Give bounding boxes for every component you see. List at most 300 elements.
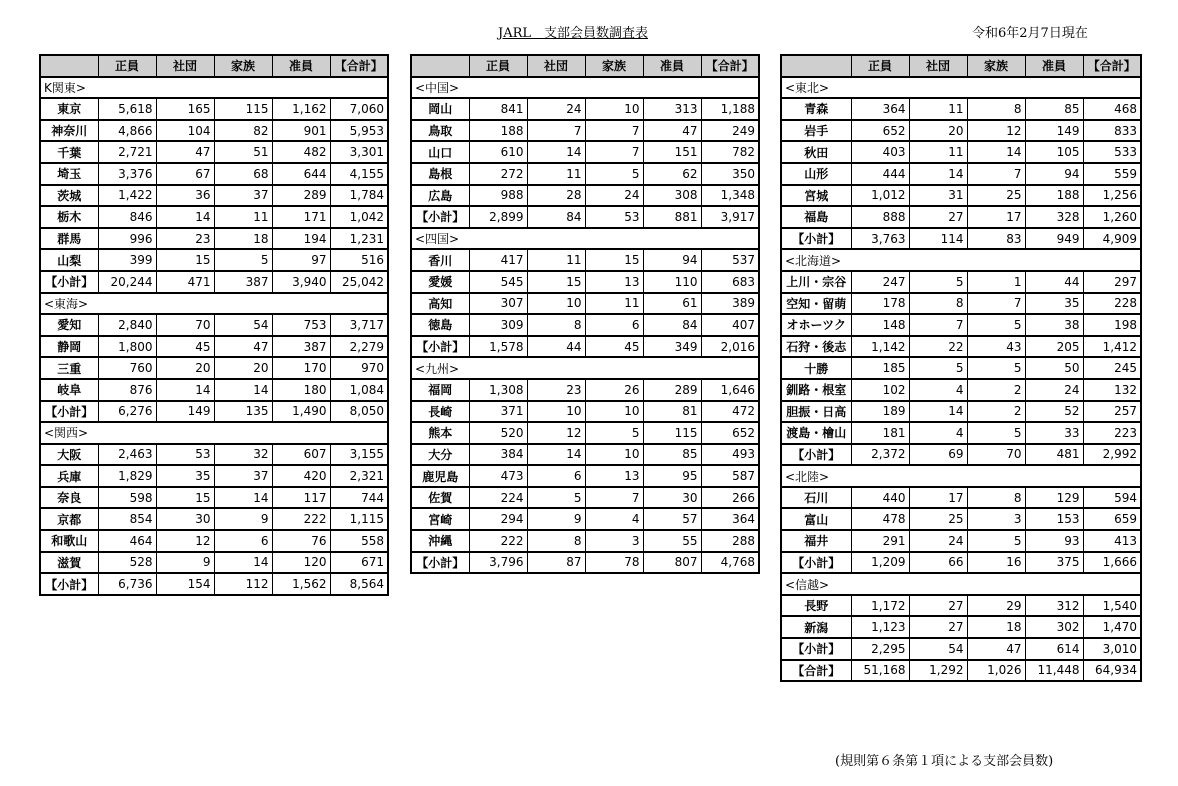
cell-value: 20 xyxy=(214,357,272,379)
cell-value: 27 xyxy=(909,206,967,228)
cell-value: 7 xyxy=(585,141,643,163)
cell-value: 105 xyxy=(1025,141,1083,163)
cell-value: 115 xyxy=(643,422,701,444)
cell-value: 10 xyxy=(527,293,585,315)
cell-value: 20 xyxy=(909,120,967,142)
branch-name: 胆振・日高 xyxy=(781,401,851,423)
cell-value: 22 xyxy=(909,336,967,358)
branch-name: 埼玉 xyxy=(40,163,98,185)
cell-value: 257 xyxy=(1083,401,1141,423)
cell-value: 413 xyxy=(1083,530,1141,552)
cell-value: 247 xyxy=(851,271,909,293)
cell-value: 1,800 xyxy=(98,336,156,358)
cell-value: 440 xyxy=(851,487,909,509)
cell-value: 833 xyxy=(1083,120,1141,142)
table-row xyxy=(411,508,759,530)
branch-name: 大分 xyxy=(411,444,469,466)
subtotal-row xyxy=(781,660,1141,682)
cell-value: 288 xyxy=(701,530,759,552)
cell-value: 371 xyxy=(469,401,527,423)
table-row xyxy=(411,401,759,423)
cell-value: 180 xyxy=(272,379,330,401)
cell-value: 4 xyxy=(585,508,643,530)
cell-value: 607 xyxy=(272,444,330,466)
subtotal-label: 【小計】 xyxy=(781,444,851,466)
cell-value: 14 xyxy=(214,552,272,574)
cell-value: 30 xyxy=(643,487,701,509)
cell-value: 3 xyxy=(967,508,1025,530)
cell-value: 94 xyxy=(643,249,701,271)
cell-value: 3,917 xyxy=(701,206,759,228)
branch-name: 茨城 xyxy=(40,185,98,207)
cell-value: 4,909 xyxy=(1083,228,1141,250)
cell-value: 558 xyxy=(330,530,388,552)
cell-value: 8 xyxy=(527,314,585,336)
column-header: 【合計】 xyxy=(701,55,759,77)
branch-name: 鹿児島 xyxy=(411,465,469,487)
table-row xyxy=(411,271,759,293)
cell-value: 846 xyxy=(98,206,156,228)
branch-name: 東京 xyxy=(40,98,98,120)
cell-value: 8 xyxy=(967,98,1025,120)
cell-value: 294 xyxy=(469,508,527,530)
cell-value: 473 xyxy=(469,465,527,487)
branch-name: 福井 xyxy=(781,530,851,552)
cell-value: 1,188 xyxy=(701,98,759,120)
cell-value: 2,463 xyxy=(98,444,156,466)
cell-value: 30 xyxy=(156,508,214,530)
cell-value: 7 xyxy=(967,293,1025,315)
cell-value: 67 xyxy=(156,163,214,185)
table-middle xyxy=(410,54,760,574)
cell-value: 18 xyxy=(214,228,272,250)
cell-value: 309 xyxy=(469,314,527,336)
branch-name: 山口 xyxy=(411,141,469,163)
cell-value: 545 xyxy=(469,271,527,293)
column-header: 准員 xyxy=(643,55,701,77)
table-row xyxy=(40,185,388,207)
cell-value: 14 xyxy=(909,401,967,423)
cell-value: 8,050 xyxy=(330,401,388,423)
cell-value: 44 xyxy=(1025,271,1083,293)
cell-value: 194 xyxy=(272,228,330,250)
cell-value: 5 xyxy=(527,487,585,509)
region-label: K関東> xyxy=(40,77,388,99)
cell-value: 1,012 xyxy=(851,185,909,207)
table-row xyxy=(411,249,759,271)
cell-value: 3,155 xyxy=(330,444,388,466)
table-row xyxy=(40,163,388,185)
cell-value: 18 xyxy=(967,616,1025,638)
table-row xyxy=(411,465,759,487)
cell-value: 84 xyxy=(643,314,701,336)
column-header: 正員 xyxy=(469,55,527,77)
cell-value: 97 xyxy=(272,249,330,271)
cell-value: 7 xyxy=(909,314,967,336)
cell-value: 178 xyxy=(851,293,909,315)
cell-value: 171 xyxy=(272,206,330,228)
cell-value: 614 xyxy=(1025,638,1083,660)
subtotal-label: 【合計】 xyxy=(781,660,851,682)
cell-value: 901 xyxy=(272,120,330,142)
cell-value: 66 xyxy=(909,552,967,574)
cell-value: 671 xyxy=(330,552,388,574)
branch-name: 高知 xyxy=(411,293,469,315)
cell-value: 14 xyxy=(156,206,214,228)
cell-value: 2,721 xyxy=(98,141,156,163)
cell-value: 8 xyxy=(527,530,585,552)
branch-name: 長崎 xyxy=(411,401,469,423)
cell-value: 17 xyxy=(967,206,1025,228)
cell-value: 2 xyxy=(967,401,1025,423)
cell-value: 47 xyxy=(156,141,214,163)
subtotal-row xyxy=(40,573,388,595)
cell-value: 93 xyxy=(1025,530,1083,552)
cell-value: 117 xyxy=(272,487,330,509)
cell-value: 10 xyxy=(527,401,585,423)
subtotal-label: 【小計】 xyxy=(411,336,469,358)
cell-value: 988 xyxy=(469,185,527,207)
table-row xyxy=(411,530,759,552)
cell-value: 2 xyxy=(967,379,1025,401)
subtotal-label: 【小計】 xyxy=(411,206,469,228)
region-label: <信越> xyxy=(781,573,1141,595)
branch-name: 沖縄 xyxy=(411,530,469,552)
subtotal-row xyxy=(781,552,1141,574)
cell-value: 289 xyxy=(272,185,330,207)
cell-value: 6,276 xyxy=(98,401,156,423)
cell-value: 598 xyxy=(98,487,156,509)
table-row xyxy=(411,185,759,207)
cell-value: 10 xyxy=(585,401,643,423)
cell-value: 1,470 xyxy=(1083,616,1141,638)
cell-value: 24 xyxy=(585,185,643,207)
cell-value: 312 xyxy=(1025,595,1083,617)
cell-value: 1,042 xyxy=(330,206,388,228)
cell-value: 652 xyxy=(851,120,909,142)
cell-value: 350 xyxy=(701,163,759,185)
cell-value: 16 xyxy=(967,552,1025,574)
cell-value: 7 xyxy=(585,120,643,142)
branch-name: 岡山 xyxy=(411,98,469,120)
table-row xyxy=(40,249,388,271)
cell-value: 31 xyxy=(909,185,967,207)
cell-value: 2,992 xyxy=(1083,444,1141,466)
table-row xyxy=(411,422,759,444)
table-row xyxy=(411,487,759,509)
branch-name: 福島 xyxy=(781,206,851,228)
cell-value: 9 xyxy=(156,552,214,574)
cell-value: 1,172 xyxy=(851,595,909,617)
column-header: 【合計】 xyxy=(1083,55,1141,77)
cell-value: 170 xyxy=(272,357,330,379)
cell-value: 753 xyxy=(272,314,330,336)
branch-name: オホーツク xyxy=(781,314,851,336)
cell-value: 464 xyxy=(98,530,156,552)
cell-value: 38 xyxy=(1025,314,1083,336)
region-label: <東海> xyxy=(40,293,388,315)
cell-value: 996 xyxy=(98,228,156,250)
column-header: 社団 xyxy=(909,55,967,77)
cell-value: 25,042 xyxy=(330,271,388,293)
cell-value: 51 xyxy=(214,141,272,163)
cell-value: 389 xyxy=(701,293,759,315)
subtotal-row xyxy=(411,336,759,358)
cell-value: 37 xyxy=(214,465,272,487)
subtotal-row xyxy=(40,401,388,423)
cell-value: 5 xyxy=(967,530,1025,552)
cell-value: 537 xyxy=(701,249,759,271)
cell-value: 5 xyxy=(909,271,967,293)
cell-value: 1,142 xyxy=(851,336,909,358)
table-row xyxy=(781,401,1141,423)
cell-value: 594 xyxy=(1083,487,1141,509)
region-row xyxy=(781,465,1141,487)
cell-value: 110 xyxy=(643,271,701,293)
cell-value: 15 xyxy=(156,249,214,271)
table-row xyxy=(40,357,388,379)
cell-value: 10 xyxy=(585,98,643,120)
table-row xyxy=(411,293,759,315)
cell-value: 54 xyxy=(909,638,967,660)
cell-value: 188 xyxy=(469,120,527,142)
table-row xyxy=(40,120,388,142)
cell-value: 9 xyxy=(214,508,272,530)
cell-value: 43 xyxy=(967,336,1025,358)
cell-value: 32 xyxy=(214,444,272,466)
branch-name: 青森 xyxy=(781,98,851,120)
cell-value: 23 xyxy=(527,379,585,401)
cell-value: 222 xyxy=(272,508,330,530)
table-row xyxy=(781,206,1141,228)
cell-value: 782 xyxy=(701,141,759,163)
table-row xyxy=(40,508,388,530)
cell-value: 2,899 xyxy=(469,206,527,228)
cell-value: 112 xyxy=(214,573,272,595)
cell-value: 14 xyxy=(527,444,585,466)
cell-value: 3 xyxy=(585,530,643,552)
header-corner xyxy=(781,55,851,77)
table-row xyxy=(40,228,388,250)
cell-value: 82 xyxy=(214,120,272,142)
cell-value: 1,115 xyxy=(330,508,388,530)
cell-value: 153 xyxy=(1025,508,1083,530)
region-row xyxy=(411,228,759,250)
cell-value: 24 xyxy=(527,98,585,120)
region-row xyxy=(40,77,388,99)
branch-name: 京都 xyxy=(40,508,98,530)
cell-value: 61 xyxy=(643,293,701,315)
cell-value: 78 xyxy=(585,552,643,574)
cell-value: 11 xyxy=(909,98,967,120)
cell-value: 102 xyxy=(851,379,909,401)
cell-value: 520 xyxy=(469,422,527,444)
footnote: (規則第６条第１項による支部会員数) xyxy=(835,754,1054,769)
cell-value: 478 xyxy=(851,508,909,530)
cell-value: 11 xyxy=(909,141,967,163)
table-row xyxy=(781,293,1141,315)
cell-value: 970 xyxy=(330,357,388,379)
cell-value: 149 xyxy=(156,401,214,423)
column-header: 家族 xyxy=(967,55,1025,77)
table-row xyxy=(40,530,388,552)
cell-value: 888 xyxy=(851,206,909,228)
cell-value: 20 xyxy=(156,357,214,379)
cell-value: 1,412 xyxy=(1083,336,1141,358)
cell-value: 11 xyxy=(214,206,272,228)
cell-value: 15 xyxy=(585,249,643,271)
cell-value: 5,618 xyxy=(98,98,156,120)
cell-value: 14 xyxy=(214,487,272,509)
cell-value: 471 xyxy=(156,271,214,293)
cell-value: 3,010 xyxy=(1083,638,1141,660)
branch-name: 群馬 xyxy=(40,228,98,250)
cell-value: 644 xyxy=(272,163,330,185)
cell-value: 69 xyxy=(909,444,967,466)
cell-value: 610 xyxy=(469,141,527,163)
cell-value: 222 xyxy=(469,530,527,552)
branch-name: 石川 xyxy=(781,487,851,509)
cell-value: 468 xyxy=(1083,98,1141,120)
cell-value: 9 xyxy=(527,508,585,530)
table-row xyxy=(411,141,759,163)
cell-value: 4 xyxy=(909,422,967,444)
branch-name: 新潟 xyxy=(781,616,851,638)
cell-value: 533 xyxy=(1083,141,1141,163)
branch-name: 神奈川 xyxy=(40,120,98,142)
branch-name: 石狩・後志 xyxy=(781,336,851,358)
cell-value: 1,578 xyxy=(469,336,527,358)
cell-value: 1,162 xyxy=(272,98,330,120)
as-of-date: 令和6年2月7日現在 xyxy=(972,26,1088,41)
subtotal-row xyxy=(781,228,1141,250)
cell-value: 51,168 xyxy=(851,660,909,682)
cell-value: 516 xyxy=(330,249,388,271)
cell-value: 4 xyxy=(909,379,967,401)
branch-name: 千葉 xyxy=(40,141,98,163)
cell-value: 652 xyxy=(701,422,759,444)
cell-value: 95 xyxy=(643,465,701,487)
cell-value: 50 xyxy=(1025,357,1083,379)
cell-value: 384 xyxy=(469,444,527,466)
branch-name: 渡島・檜山 xyxy=(781,422,851,444)
table-right xyxy=(780,54,1142,682)
cell-value: 420 xyxy=(272,465,330,487)
table-row xyxy=(40,552,388,574)
cell-value: 1,422 xyxy=(98,185,156,207)
cell-value: 12 xyxy=(527,422,585,444)
cell-value: 1,562 xyxy=(272,573,330,595)
cell-value: 1,123 xyxy=(851,616,909,638)
table-row xyxy=(781,98,1141,120)
cell-value: 328 xyxy=(1025,206,1083,228)
cell-value: 841 xyxy=(469,98,527,120)
region-label: <四国> xyxy=(411,228,759,250)
cell-value: 8 xyxy=(967,487,1025,509)
cell-value: 33 xyxy=(1025,422,1083,444)
cell-value: 14 xyxy=(967,141,1025,163)
cell-value: 11,448 xyxy=(1025,660,1083,682)
cell-value: 188 xyxy=(1025,185,1083,207)
cell-value: 1,084 xyxy=(330,379,388,401)
cell-value: 291 xyxy=(851,530,909,552)
cell-value: 444 xyxy=(851,163,909,185)
cell-value: 5 xyxy=(967,357,1025,379)
table-row xyxy=(411,163,759,185)
cell-value: 135 xyxy=(214,401,272,423)
cell-value: 104 xyxy=(156,120,214,142)
table-row xyxy=(781,595,1141,617)
cell-value: 1,026 xyxy=(967,660,1025,682)
branch-name: 静岡 xyxy=(40,336,98,358)
cell-value: 5 xyxy=(967,422,1025,444)
branch-name: 滋賀 xyxy=(40,552,98,574)
table-row xyxy=(411,98,759,120)
column-header: 社団 xyxy=(527,55,585,77)
table-row xyxy=(40,487,388,509)
document-title: JARL 支部会員数調査表 xyxy=(498,26,649,41)
region-label: <北海道> xyxy=(781,249,1141,271)
branch-name: 岐阜 xyxy=(40,379,98,401)
cell-value: 5 xyxy=(585,163,643,185)
branch-name: 十勝 xyxy=(781,357,851,379)
branch-name: 佐賀 xyxy=(411,487,469,509)
table-row xyxy=(40,206,388,228)
column-header: 【合計】 xyxy=(330,55,388,77)
table-row xyxy=(781,379,1141,401)
table-row xyxy=(781,357,1141,379)
branch-name: 上川・宗谷 xyxy=(781,271,851,293)
cell-value: 54 xyxy=(214,314,272,336)
column-header: 准員 xyxy=(272,55,330,77)
cell-value: 223 xyxy=(1083,422,1141,444)
cell-value: 70 xyxy=(967,444,1025,466)
cell-value: 1,829 xyxy=(98,465,156,487)
region-label: <関西> xyxy=(40,422,388,444)
branch-name: 島根 xyxy=(411,163,469,185)
branch-name: 奈良 xyxy=(40,487,98,509)
table-row xyxy=(40,141,388,163)
cell-value: 587 xyxy=(701,465,759,487)
cell-value: 659 xyxy=(1083,508,1141,530)
branch-name: 山梨 xyxy=(40,249,98,271)
cell-value: 2,295 xyxy=(851,638,909,660)
cell-value: 4,155 xyxy=(330,163,388,185)
cell-value: 35 xyxy=(1025,293,1083,315)
cell-value: 472 xyxy=(701,401,759,423)
cell-value: 7 xyxy=(967,163,1025,185)
subtotal-row xyxy=(781,444,1141,466)
cell-value: 10 xyxy=(585,444,643,466)
cell-value: 55 xyxy=(643,530,701,552)
table-row xyxy=(781,487,1141,509)
subtotal-row xyxy=(781,638,1141,660)
cell-value: 53 xyxy=(585,206,643,228)
table-row xyxy=(411,379,759,401)
table-row xyxy=(781,314,1141,336)
cell-value: 151 xyxy=(643,141,701,163)
column-header: 家族 xyxy=(214,55,272,77)
cell-value: 62 xyxy=(643,163,701,185)
cell-value: 14 xyxy=(156,379,214,401)
cell-value: 85 xyxy=(1025,98,1083,120)
cell-value: 94 xyxy=(1025,163,1083,185)
cell-value: 5 xyxy=(214,249,272,271)
cell-value: 1,490 xyxy=(272,401,330,423)
cell-value: 115 xyxy=(214,98,272,120)
region-label: <東北> xyxy=(781,77,1141,99)
cell-value: 302 xyxy=(1025,616,1083,638)
